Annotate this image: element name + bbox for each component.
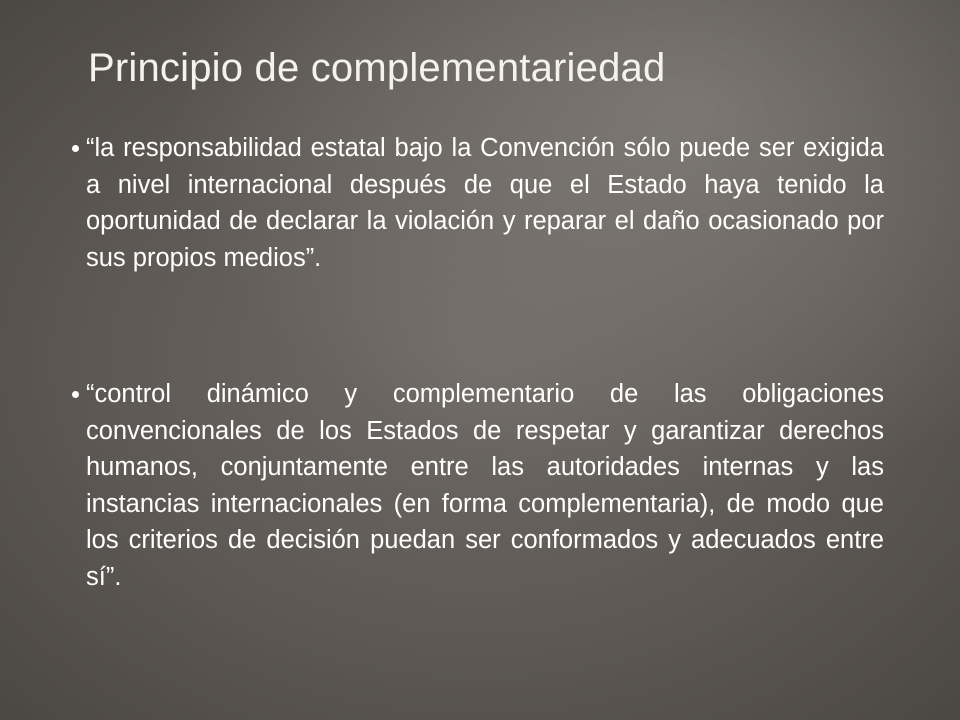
bullet-text: “la responsabilidad estatal bajo la Convención sólo puede ser exigida a nivel internacional después de que el Estado haya tenido la oportunidad de declarar la violación y reparar el daño ocasionado por sus propios medios”. — [86, 134, 884, 272]
bullet-icon — [72, 145, 79, 152]
slide-title: Principio de complementariedad — [88, 46, 666, 90]
bullet-text: “control dinámico y complementario de las obligaciones convencionales de los Estados de respetar y garantizar derechos humanos, conjuntamente entre las autoridades internas y las instancias internacionales (en forma complementaria), de modo que los criterios de decisión puedan ser conformados y adecuados entre sí”. — [86, 380, 884, 591]
bullet-icon — [72, 391, 79, 398]
